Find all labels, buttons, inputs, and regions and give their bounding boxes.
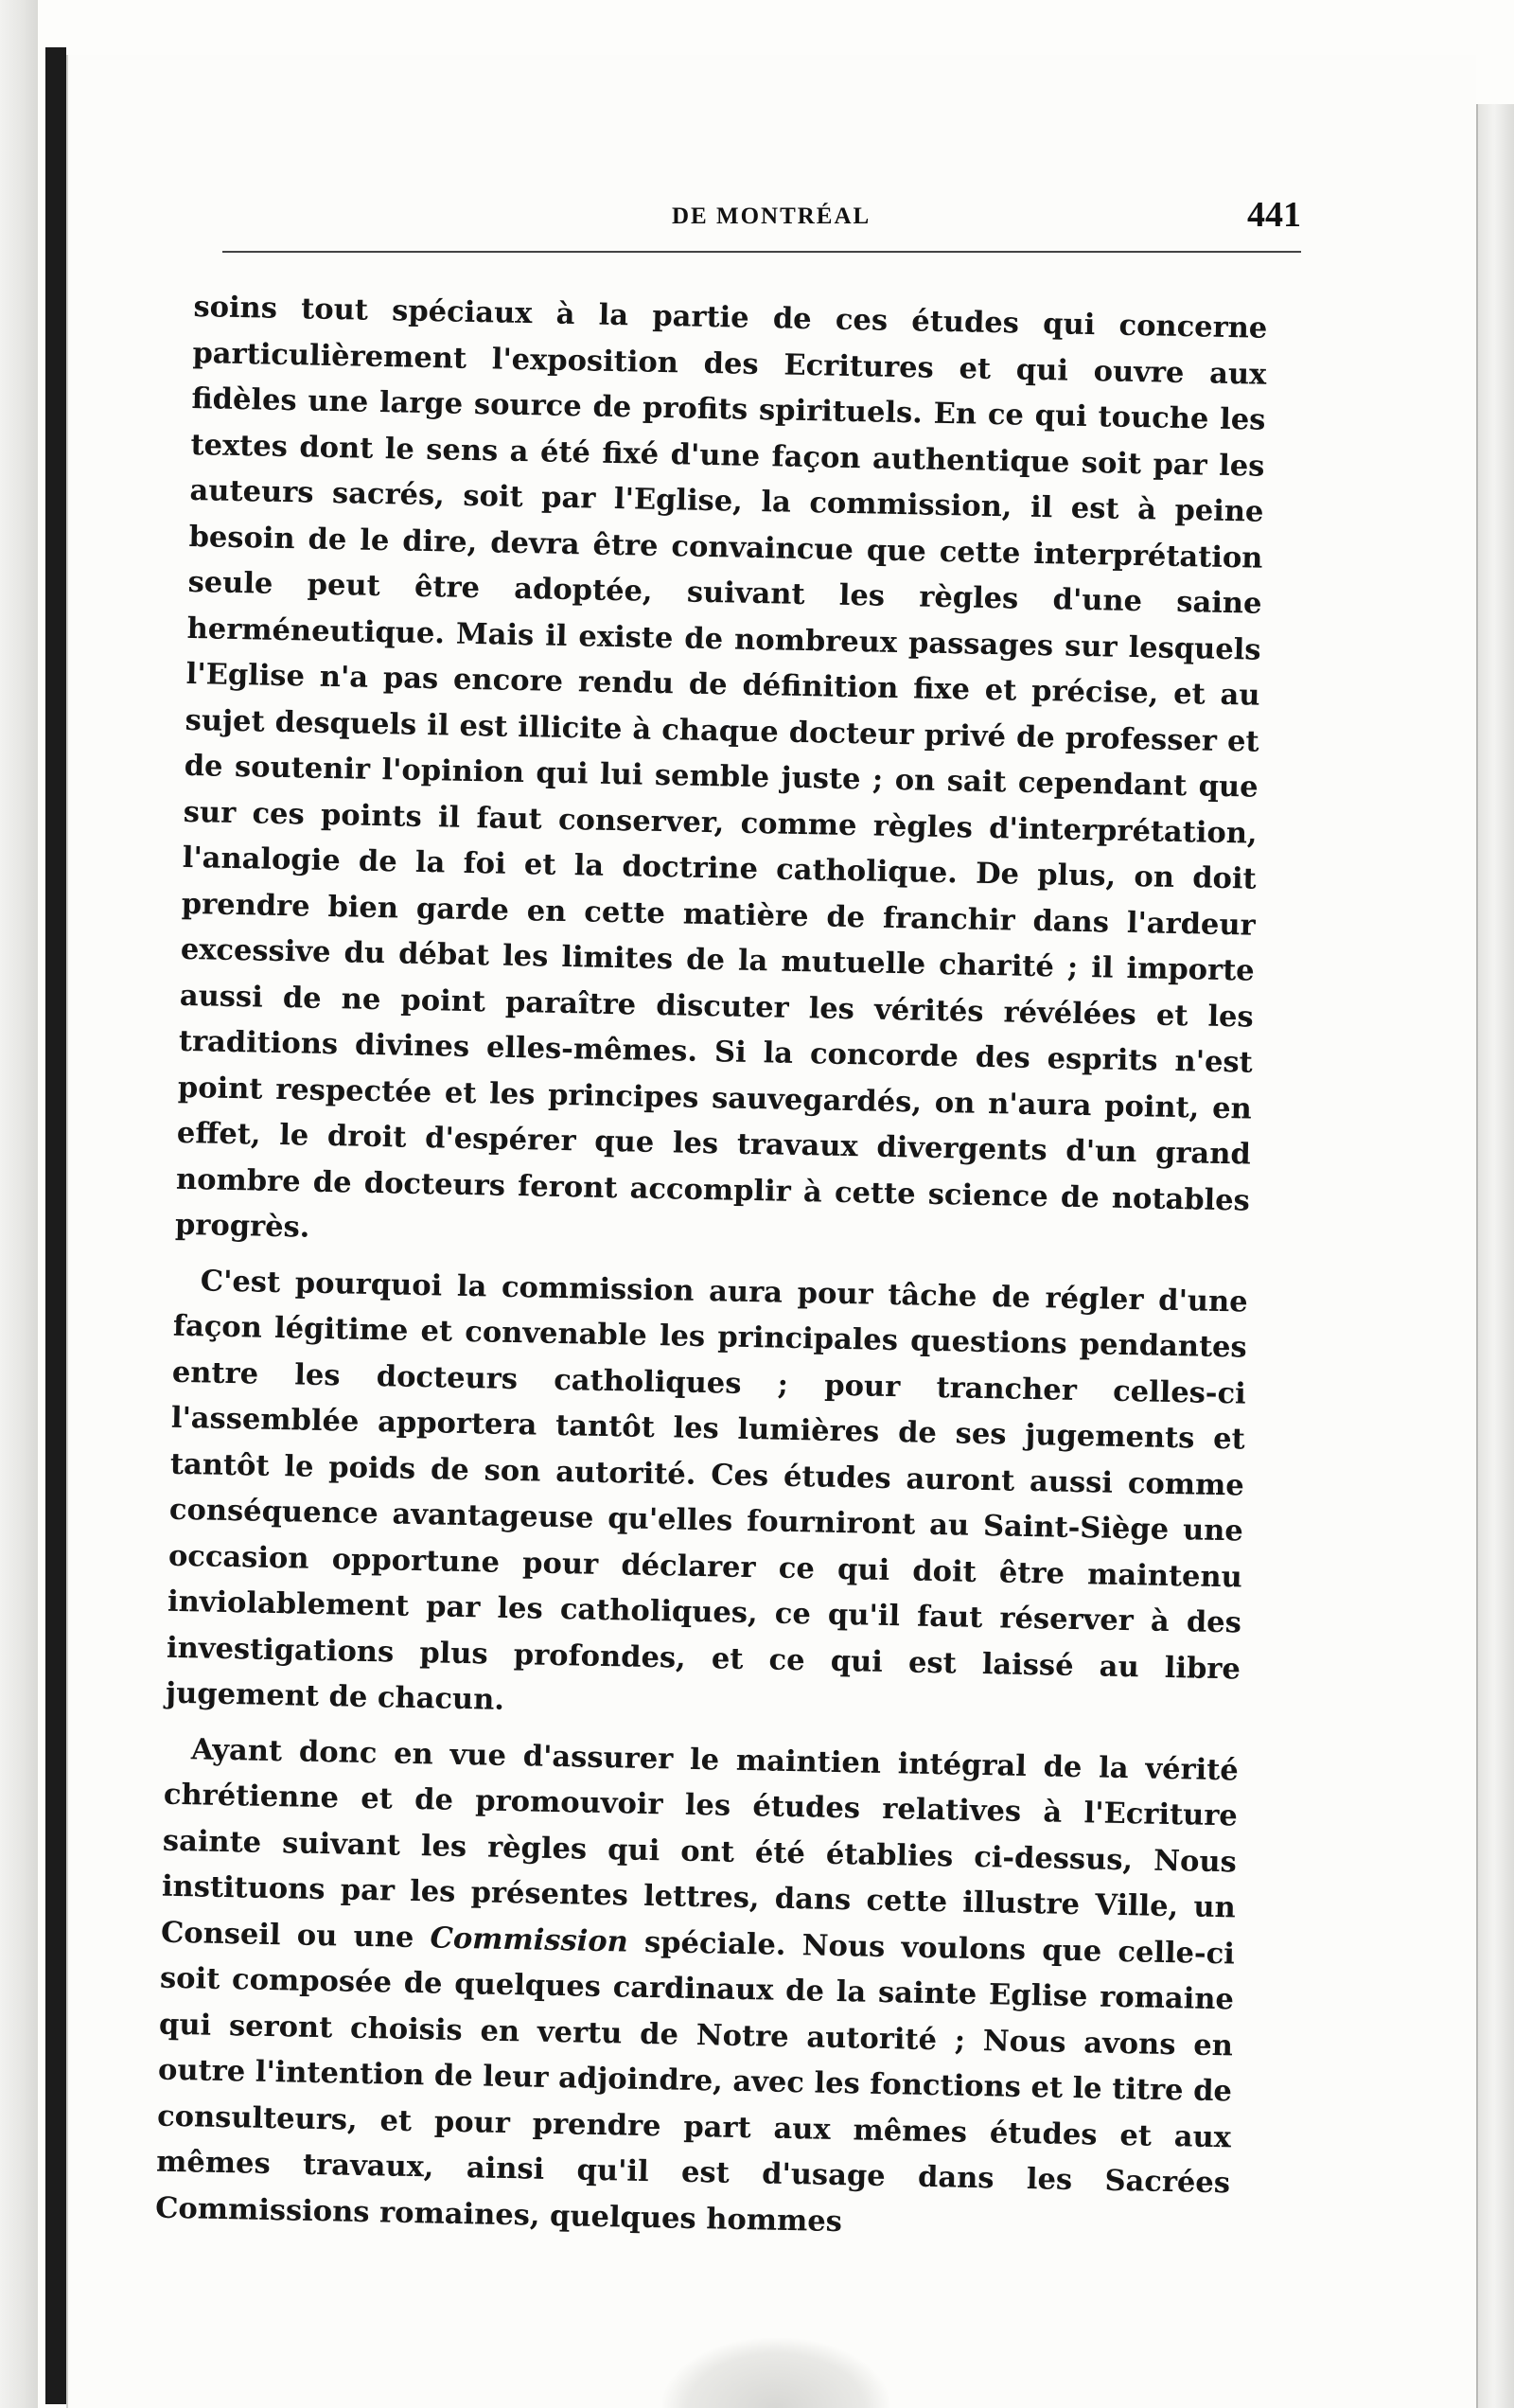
gutter-shadow	[45, 47, 66, 2404]
page-number: 441	[1247, 195, 1301, 235]
page-wear-mark	[662, 2338, 889, 2408]
running-head	[222, 194, 1311, 251]
paragraph-3-text-a: Ayant donc en vue d'assurer le maintien intégral de la vérité chrétienne et de promouvoir les études relatives à l'Ecriture sainte suivant les règles qui ont été établies ci-dessus, Nous instituons par les présentes lettres, dans cette illustre Ville, un Conseil ou une	[160, 1731, 1240, 1955]
book-binding-edge	[0, 0, 38, 2408]
header-rule	[222, 251, 1301, 253]
paragraph-3-italic-term: Commission	[430, 1920, 629, 1959]
paragraph-1: soins tout spéciaux à la partie de ces études qui concerne particulièrement l'exposition des Ecritures et qui ouvre aux fidèles une large source de profits spirituels. En ce qui touche les textes dont le sens a été fixé d'une façon authentique soit par les auteurs sacrés, soit par l'Eglise, la commission, il est à peine besoin de le dire, devra être convaincue que cette interprétation seule peut être adoptée, suivant les règles d'une saine herméneutique. Mais il existe de nombreux passages sur lesquels l'Eglise n'a pas encore rendu de définition fixe et précise, et au sujet desquels il est illicite à chaque docteur privé de professer et de soutenir l'opinion qui lui semble juste ; on sait cependant que sur ces points il faut conserver, comme règles d'interprétation, l'analogie de la foi et la doctrine catholique. De plus, on doit prendre bien garde en cette matière de franchir dans l'ardeur excessive du débat les limites de la mutuelle charité ; il importe aussi de ne point paraître discuter les vérités révélées et les traditions divines elles-mêmes. Si la concorde des esprits n'est point respectée et les principes sauvegardés, on n'aura point, en effet, le droit d'espérer que les travaux divergents d'un grand nombre de docteurs feront accomplir à cette science de notables progrès.	[174, 289, 1268, 1245]
paragraph-3	[155, 1726, 1239, 2252]
body-text	[155, 284, 1268, 2261]
running-title: DE MONTRÉAL	[672, 204, 871, 229]
page-stack-edge	[1476, 104, 1514, 2408]
paragraph-3-text-b: spéciale. Nous voulons que celle-ci soit composée de quelques cardinaux de la sainte Eglise romaine qui seront choisis en vertu de Notre autorité ; Nous avons en outre l'intention de leur adjoindre, avec les fonctions et le titre de consulteurs, et pour prendre part aux mêmes études et aux mêmes travaux, ainsi qu'il est d'usage dans les Sacrées Commissions romaines, quelques hommes	[154, 1924, 1236, 2239]
paragraph-2: C'est pourquoi la commission aura pour tâche de régler d'une façon légitime et convenable les principales questions pendantes entre les docteurs catholiques ; pour trancher celles-ci l'assemblée apportera tantôt les lumières de ses jugements et tantôt le poids de son autorité. Ces études auront aussi comme conséquence avantageuse qu'elles fourniront au Saint-Siège une occasion opportune pour déclarer ce qui doit être maintenu inviolablement par les catholiques, ce qu'il faut réserver à des investigations plus profondes, et ce qui est laissé au libre jugement de chacun.	[165, 1263, 1249, 1717]
